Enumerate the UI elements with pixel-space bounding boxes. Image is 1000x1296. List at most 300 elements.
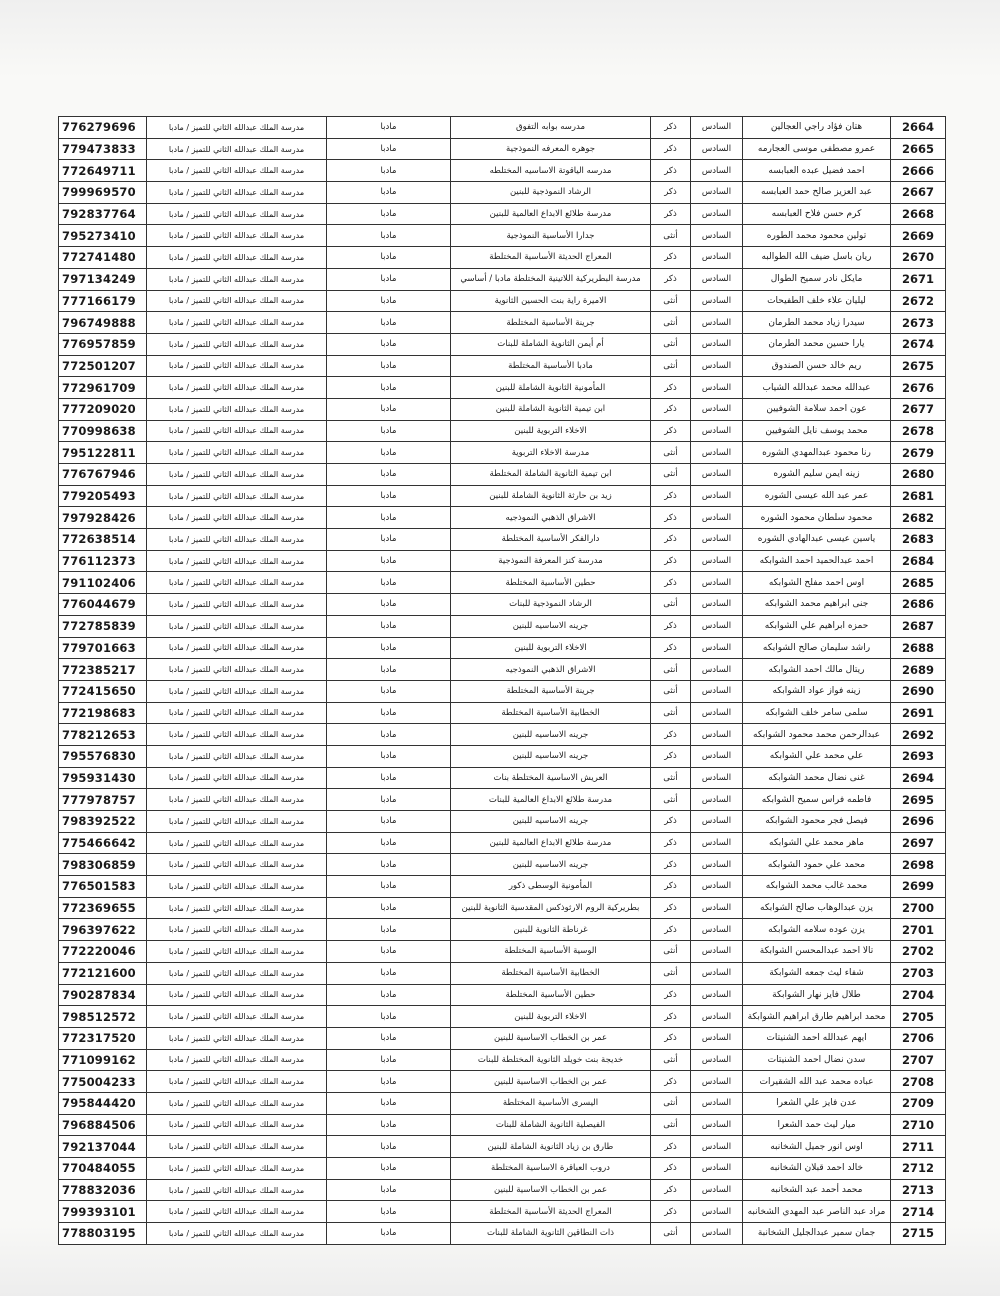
table-row (59, 225, 946, 247)
city-cell: مادبا (327, 1223, 451, 1245)
school-cell: جرينة الأساسية المختلطة (451, 312, 651, 334)
student-name-cell: احمد عبدالحميد احمد الشوابكه (743, 550, 891, 572)
exam-center-cell: مدرسة الملك عبدالله الثاني للتميز / مادبا (147, 485, 327, 507)
exam-center-cell: مدرسة الملك عبدالله الثاني للتميز / مادبا (147, 333, 327, 355)
city-cell: مادبا (327, 182, 451, 204)
student-name-cell: عدن فايز علي الشعرا (743, 1092, 891, 1114)
city-cell: مادبا (327, 138, 451, 160)
serial-number-cell: 2672 (891, 290, 946, 312)
exam-center-cell: مدرسة الملك عبدالله الثاني للتميز / مادبا (147, 312, 327, 334)
school-cell: مدرسة طلائع الابداع العالمية للبنين (451, 203, 651, 225)
phone-cell: 778212653 (59, 724, 147, 746)
phone-cell: 771099162 (59, 1049, 147, 1071)
gender-cell: أنثى (651, 312, 691, 334)
gender-cell: أنثى (651, 767, 691, 789)
student-name-cell: شفاء ليث جمعه الشوابكة (743, 962, 891, 984)
phone-cell: 776767946 (59, 464, 147, 486)
student-name-cell: مراد عبد الناصر عبد المهدي الشخانبه (743, 1201, 891, 1223)
table-row (59, 572, 946, 594)
phone-cell: 770484055 (59, 1158, 147, 1180)
exam-center-cell: مدرسة الملك عبدالله الثاني للتميز / مادبا (147, 745, 327, 767)
exam-center-cell: مدرسة الملك عبدالله الثاني للتميز / مادبا (147, 398, 327, 420)
gender-cell: ذكر (651, 117, 691, 139)
phone-cell: 795931430 (59, 767, 147, 789)
city-cell: مادبا (327, 290, 451, 312)
grade-cell: السادس (691, 485, 743, 507)
student-name-cell: يزن عبدالوهاب صالح الشوابكه (743, 897, 891, 919)
gender-cell: ذكر (651, 398, 691, 420)
city-cell: مادبا (327, 355, 451, 377)
phone-cell: 797134249 (59, 268, 147, 290)
city-cell: مادبا (327, 615, 451, 637)
serial-number-cell: 2702 (891, 941, 946, 963)
table-row (59, 594, 946, 616)
table-row (59, 919, 946, 941)
city-cell: مادبا (327, 507, 451, 529)
serial-number-cell: 2678 (891, 420, 946, 442)
serial-number-cell: 2675 (891, 355, 946, 377)
serial-number-cell: 2683 (891, 529, 946, 551)
city-cell: مادبا (327, 572, 451, 594)
table-row (59, 897, 946, 919)
phone-cell: 772785839 (59, 615, 147, 637)
gender-cell: ذكر (651, 160, 691, 182)
grade-cell: السادس (691, 702, 743, 724)
grade-cell: السادس (691, 1049, 743, 1071)
table-row (59, 507, 946, 529)
school-cell: حطين الأساسية المختلطة (451, 984, 651, 1006)
phone-cell: 779205493 (59, 485, 147, 507)
grade-cell: السادس (691, 1136, 743, 1158)
exam-center-cell: مدرسة الملك عبدالله الثاني للتميز / مادبا (147, 832, 327, 854)
serial-number-cell: 2669 (891, 225, 946, 247)
phone-cell: 777978757 (59, 789, 147, 811)
gender-cell: ذكر (651, 247, 691, 269)
city-cell: مادبا (327, 225, 451, 247)
city-cell: مادبا (327, 117, 451, 139)
table-row (59, 702, 946, 724)
city-cell: مادبا (327, 1158, 451, 1180)
exam-center-cell: مدرسة الملك عبدالله الثاني للتميز / مادبا (147, 811, 327, 833)
phone-cell: 779701663 (59, 637, 147, 659)
city-cell: مادبا (327, 420, 451, 442)
exam-center-cell: مدرسة الملك عبدالله الثاني للتميز / مادبا (147, 203, 327, 225)
student-roster-table (58, 116, 946, 1245)
gender-cell: ذكر (651, 420, 691, 442)
exam-center-cell: مدرسة الملك عبدالله الثاني للتميز / مادبا (147, 615, 327, 637)
gender-cell: ذكر (651, 203, 691, 225)
grade-cell: السادس (691, 962, 743, 984)
grade-cell: السادس (691, 789, 743, 811)
student-name-cell: غنى نضال محمد الشوابكه (743, 767, 891, 789)
exam-center-cell: مدرسة الملك عبدالله الثاني للتميز / مادبا (147, 919, 327, 941)
table-row (59, 117, 946, 139)
student-name-cell: سلمى سامر خلف الشوابكه (743, 702, 891, 724)
student-name-cell: محمود سلطان محمود الشوره (743, 507, 891, 529)
school-cell: الفيصلية الثانوية الشاملة للبنات (451, 1114, 651, 1136)
table-row (59, 377, 946, 399)
table-row (59, 680, 946, 702)
phone-cell: 799969570 (59, 182, 147, 204)
city-cell: مادبا (327, 1006, 451, 1028)
student-name-cell: محمد ابراهيم طارق ابراهيم الشوابكة (743, 1006, 891, 1028)
serial-number-cell: 2665 (891, 138, 946, 160)
phone-cell: 778832036 (59, 1179, 147, 1201)
student-name-cell: ياسين عيسى عبدالهادي الشوره (743, 529, 891, 551)
grade-cell: السادس (691, 1223, 743, 1245)
exam-center-cell: مدرسة الملك عبدالله الثاني للتميز / مادبا (147, 1179, 327, 1201)
phone-cell: 778803195 (59, 1223, 147, 1245)
exam-center-cell: مدرسة الملك عبدالله الثاني للتميز / مادبا (147, 1049, 327, 1071)
school-cell: الخطابية الأساسية المختلطة (451, 702, 651, 724)
school-cell: غرناطة الثانوية للبنين (451, 919, 651, 941)
city-cell: مادبا (327, 876, 451, 898)
table-row (59, 247, 946, 269)
table-row (59, 832, 946, 854)
exam-center-cell: مدرسة الملك عبدالله الثاني للتميز / مادبا (147, 1114, 327, 1136)
school-cell: العريش الاساسية المختلطة بنات (451, 767, 651, 789)
gender-cell: ذكر (651, 832, 691, 854)
serial-number-cell: 2692 (891, 724, 946, 746)
table-row (59, 789, 946, 811)
student-name-cell: فيصل فجر محمود الشوابكه (743, 811, 891, 833)
serial-number-cell: 2673 (891, 312, 946, 334)
city-cell: مادبا (327, 333, 451, 355)
serial-number-cell: 2703 (891, 962, 946, 984)
student-name-cell: سيدرا زياد محمد الطرمان (743, 312, 891, 334)
student-name-cell: عون احمد سلامة الشوفيين (743, 398, 891, 420)
school-cell: الخطابية الأساسية المختلطة (451, 962, 651, 984)
gender-cell: أنثى (651, 680, 691, 702)
serial-number-cell: 2707 (891, 1049, 946, 1071)
city-cell: مادبا (327, 702, 451, 724)
exam-center-cell: مدرسة الملك عبدالله الثاني للتميز / مادبا (147, 290, 327, 312)
phone-cell: 776279696 (59, 117, 147, 139)
city-cell: مادبا (327, 1027, 451, 1049)
school-cell: أم أيمن الثانوية الشاملة للبنات (451, 333, 651, 355)
exam-center-cell: مدرسة الملك عبدالله الثاني للتميز / مادبا (147, 182, 327, 204)
grade-cell: السادس (691, 1158, 743, 1180)
exam-center-cell: مدرسة الملك عبدالله الثاني للتميز / مادبا (147, 442, 327, 464)
school-cell: مدرسة كنز المعرفة النموذجية (451, 550, 651, 572)
grade-cell: السادس (691, 897, 743, 919)
exam-center-cell: مدرسة الملك عبدالله الثاني للتميز / مادبا (147, 1158, 327, 1180)
city-cell: مادبا (327, 832, 451, 854)
serial-number-cell: 2710 (891, 1114, 946, 1136)
grade-cell: السادس (691, 876, 743, 898)
city-cell: مادبا (327, 442, 451, 464)
phone-cell: 795844420 (59, 1092, 147, 1114)
serial-number-cell: 2674 (891, 333, 946, 355)
student-name-cell: عباده محمد عبد الله الشقيرات (743, 1071, 891, 1093)
phone-cell: 772317520 (59, 1027, 147, 1049)
table-row (59, 659, 946, 681)
student-name-cell: عبد العزيز صالح حمد العبابسه (743, 182, 891, 204)
gender-cell: أنثى (651, 941, 691, 963)
grade-cell: السادس (691, 333, 743, 355)
grade-cell: السادس (691, 1071, 743, 1093)
exam-center-cell: مدرسة الملك عبدالله الثاني للتميز / مادبا (147, 420, 327, 442)
student-name-cell: خالد احمد قبلان الشخانبه (743, 1158, 891, 1180)
grade-cell: السادس (691, 594, 743, 616)
table-row (59, 941, 946, 963)
student-name-cell: اوس احمد مفلح الشوابكه (743, 572, 891, 594)
exam-center-cell: مدرسة الملك عبدالله الثاني للتميز / مادبا (147, 507, 327, 529)
grade-cell: السادس (691, 138, 743, 160)
city-cell: مادبا (327, 745, 451, 767)
student-name-cell: طلال فايز نهار الشوابكة (743, 984, 891, 1006)
table-row (59, 854, 946, 876)
student-name-cell: ماهر محمد علي الشوابكه (743, 832, 891, 854)
school-cell: المأمونية الوسطى ذكور (451, 876, 651, 898)
school-cell: عمر بن الخطاب الاساسية للبنين (451, 1027, 651, 1049)
phone-cell: 776501583 (59, 876, 147, 898)
serial-number-cell: 2664 (891, 117, 946, 139)
exam-center-cell: مدرسة الملك عبدالله الثاني للتميز / مادبا (147, 659, 327, 681)
grade-cell: السادس (691, 355, 743, 377)
student-name-cell: راشد سليمان صالح الشوابكه (743, 637, 891, 659)
city-cell: مادبا (327, 377, 451, 399)
serial-number-cell: 2679 (891, 442, 946, 464)
city-cell: مادبا (327, 268, 451, 290)
school-cell: مدرسة طلائع الابداع العالمية للبنات (451, 789, 651, 811)
student-name-cell: علي محمد علي الشوابكه (743, 745, 891, 767)
table-row (59, 290, 946, 312)
student-name-cell: محمد أحمد عبد الشخانبه (743, 1179, 891, 1201)
school-cell: الوسية الأساسية المختلطة (451, 941, 651, 963)
gender-cell: أنثى (651, 225, 691, 247)
grade-cell: السادس (691, 247, 743, 269)
grade-cell: السادس (691, 160, 743, 182)
student-name-cell: عبدالرحمن محمد محمود الشوابكه (743, 724, 891, 746)
serial-number-cell: 2711 (891, 1136, 946, 1158)
serial-number-cell: 2705 (891, 1006, 946, 1028)
phone-cell: 770998638 (59, 420, 147, 442)
table-row (59, 1071, 946, 1093)
gender-cell: ذكر (651, 615, 691, 637)
grade-cell: السادس (691, 442, 743, 464)
grade-cell: السادس (691, 659, 743, 681)
school-cell: الاخلاء التربوية للبنين (451, 637, 651, 659)
grade-cell: السادس (691, 680, 743, 702)
school-cell: جرينة الأساسية المختلطة (451, 680, 651, 702)
roster-body (59, 117, 946, 1245)
serial-number-cell: 2715 (891, 1223, 946, 1245)
grade-cell: السادس (691, 464, 743, 486)
gender-cell: أنثى (651, 442, 691, 464)
city-cell: مادبا (327, 854, 451, 876)
city-cell: مادبا (327, 160, 451, 182)
grade-cell: السادس (691, 572, 743, 594)
grade-cell: السادس (691, 1179, 743, 1201)
exam-center-cell: مدرسة الملك عبدالله الثاني للتميز / مادبا (147, 1006, 327, 1028)
school-cell: المعراج الحديثة الأساسية المختلطة (451, 1201, 651, 1223)
exam-center-cell: مدرسة الملك عبدالله الثاني للتميز / مادبا (147, 680, 327, 702)
city-cell: مادبا (327, 312, 451, 334)
exam-center-cell: مدرسة الملك عبدالله الثاني للتميز / مادبا (147, 702, 327, 724)
gender-cell: ذكر (651, 1006, 691, 1028)
school-cell: الاشراق الذهبي النموذجيه (451, 507, 651, 529)
city-cell: مادبا (327, 1092, 451, 1114)
gender-cell: ذكر (651, 897, 691, 919)
school-cell: جرينه الاساسيه للبنين (451, 745, 651, 767)
gender-cell: أنثى (651, 333, 691, 355)
gender-cell: أنثى (651, 1049, 691, 1071)
student-name-cell: عمر عبد الله عيسى الشوره (743, 485, 891, 507)
phone-cell: 779473833 (59, 138, 147, 160)
grade-cell: السادس (691, 398, 743, 420)
city-cell: مادبا (327, 485, 451, 507)
city-cell: مادبا (327, 247, 451, 269)
table-row (59, 182, 946, 204)
grade-cell: السادس (691, 1201, 743, 1223)
student-name-cell: ريم خالد حسن الصندوق (743, 355, 891, 377)
student-name-cell: مايكل نادر سميح الطوال (743, 268, 891, 290)
student-name-cell: محمد غالب محمد الشوابكه (743, 876, 891, 898)
school-cell: عمر بن الخطاب الاساسية للبنين (451, 1071, 651, 1093)
table-row (59, 1223, 946, 1245)
school-cell: دارالفكر الأساسية المختلطة (451, 529, 651, 551)
exam-center-cell: مدرسة الملك عبدالله الثاني للتميز / مادبا (147, 789, 327, 811)
phone-cell: 772385217 (59, 659, 147, 681)
exam-center-cell: مدرسة الملك عبدالله الثاني للتميز / مادبا (147, 637, 327, 659)
grade-cell: السادس (691, 637, 743, 659)
grade-cell: السادس (691, 117, 743, 139)
serial-number-cell: 2671 (891, 268, 946, 290)
city-cell: مادبا (327, 659, 451, 681)
student-name-cell: يزن عوده سلامه الشوابكه (743, 919, 891, 941)
school-cell: مدرسة البطريركية اللاتينية المختلطة مادبا / أساسي (451, 268, 651, 290)
serial-number-cell: 2699 (891, 876, 946, 898)
student-name-cell: سدن نضال احمد الشنيتات (743, 1049, 891, 1071)
grade-cell: السادس (691, 941, 743, 963)
school-cell: ذات النطاقين الثانوية الشاملة للبنات (451, 1223, 651, 1245)
phone-cell: 791102406 (59, 572, 147, 594)
grade-cell: السادس (691, 420, 743, 442)
serial-number-cell: 2670 (891, 247, 946, 269)
city-cell: مادبا (327, 637, 451, 659)
grade-cell: السادس (691, 377, 743, 399)
gender-cell: أنثى (651, 464, 691, 486)
grade-cell: السادس (691, 811, 743, 833)
gender-cell: ذكر (651, 854, 691, 876)
exam-center-cell: مدرسة الملك عبدالله الثاني للتميز / مادبا (147, 138, 327, 160)
city-cell: مادبا (327, 1114, 451, 1136)
exam-center-cell: مدرسة الملك عبدالله الثاني للتميز / مادبا (147, 941, 327, 963)
serial-number-cell: 2690 (891, 680, 946, 702)
grade-cell: السادس (691, 182, 743, 204)
table-row (59, 1201, 946, 1223)
city-cell: مادبا (327, 550, 451, 572)
city-cell: مادبا (327, 984, 451, 1006)
school-cell: الرشاد النموذجية للبنين (451, 182, 651, 204)
table-row (59, 811, 946, 833)
serial-number-cell: 2681 (891, 485, 946, 507)
gender-cell: ذكر (651, 1201, 691, 1223)
gender-cell: ذكر (651, 745, 691, 767)
student-name-cell: حمزه ابراهيم علي الشوابكه (743, 615, 891, 637)
student-name-cell: ريتال مالك احمد الشوابكه (743, 659, 891, 681)
serial-number-cell: 2693 (891, 745, 946, 767)
serial-number-cell: 2697 (891, 832, 946, 854)
grade-cell: السادس (691, 550, 743, 572)
phone-cell: 799393101 (59, 1201, 147, 1223)
gender-cell: ذكر (651, 724, 691, 746)
grade-cell: السادس (691, 312, 743, 334)
gender-cell: ذكر (651, 637, 691, 659)
serial-number-cell: 2666 (891, 160, 946, 182)
phone-cell: 776112373 (59, 550, 147, 572)
phone-cell: 792837764 (59, 203, 147, 225)
city-cell: مادبا (327, 464, 451, 486)
phone-cell: 790287834 (59, 984, 147, 1006)
student-name-cell: زينه فواز عواد الشوابكه (743, 680, 891, 702)
serial-number-cell: 2712 (891, 1158, 946, 1180)
gender-cell: أنثى (651, 1114, 691, 1136)
phone-cell: 798392522 (59, 811, 147, 833)
school-cell: حطين الأساسية المختلطة (451, 572, 651, 594)
school-cell: مدرسة الاخلاء التربوية (451, 442, 651, 464)
table-row (59, 1136, 946, 1158)
exam-center-cell: مدرسة الملك عبدالله الثاني للتميز / مادبا (147, 724, 327, 746)
phone-cell: 795576830 (59, 745, 147, 767)
city-cell: مادبا (327, 1071, 451, 1093)
school-cell: جرينه الاساسيه للبنين (451, 724, 651, 746)
gender-cell: أنثى (651, 355, 691, 377)
serial-number-cell: 2689 (891, 659, 946, 681)
school-cell: ابن تيمية الثانوية الشاملة للبنين (451, 398, 651, 420)
gender-cell: أنثى (651, 789, 691, 811)
school-cell: دروب العباقرة الاساسية المختلطة (451, 1158, 651, 1180)
phone-cell: 795122811 (59, 442, 147, 464)
gender-cell: أنثى (651, 290, 691, 312)
serial-number-cell: 2696 (891, 811, 946, 833)
phone-cell: 775466642 (59, 832, 147, 854)
gender-cell: ذكر (651, 1071, 691, 1093)
grade-cell: السادس (691, 745, 743, 767)
grade-cell: السادس (691, 615, 743, 637)
phone-cell: 772501207 (59, 355, 147, 377)
serial-number-cell: 2667 (891, 182, 946, 204)
student-name-cell: ريان باسل ضيف الله الطوالبه (743, 247, 891, 269)
gender-cell: أنثى (651, 659, 691, 681)
table-row (59, 160, 946, 182)
student-name-cell: عمرو مصطفى موسى العجارمه (743, 138, 891, 160)
table-row (59, 485, 946, 507)
table-row (59, 1027, 946, 1049)
student-name-cell: فاطمه فراس سميح الشوابكه (743, 789, 891, 811)
student-name-cell: يارا حسين محمد الطرمان (743, 333, 891, 355)
table-row (59, 724, 946, 746)
school-cell: المأمونية الثانوية الشاملة للبنين (451, 377, 651, 399)
serial-number-cell: 2687 (891, 615, 946, 637)
phone-cell: 777209020 (59, 398, 147, 420)
table-row (59, 442, 946, 464)
city-cell: مادبا (327, 941, 451, 963)
serial-number-cell: 2677 (891, 398, 946, 420)
table-row (59, 333, 946, 355)
student-name-cell: محمد يوسف نايل الشوفيين (743, 420, 891, 442)
gender-cell: ذكر (651, 876, 691, 898)
school-cell: المعراج الحديثة الأساسية المختلطة (451, 247, 651, 269)
serial-number-cell: 2680 (891, 464, 946, 486)
phone-cell: 777166179 (59, 290, 147, 312)
grade-cell: السادس (691, 225, 743, 247)
serial-number-cell: 2691 (891, 702, 946, 724)
table-row (59, 203, 946, 225)
student-name-cell: جمان سمير عبدالجليل الشخانبة (743, 1223, 891, 1245)
serial-number-cell: 2709 (891, 1092, 946, 1114)
